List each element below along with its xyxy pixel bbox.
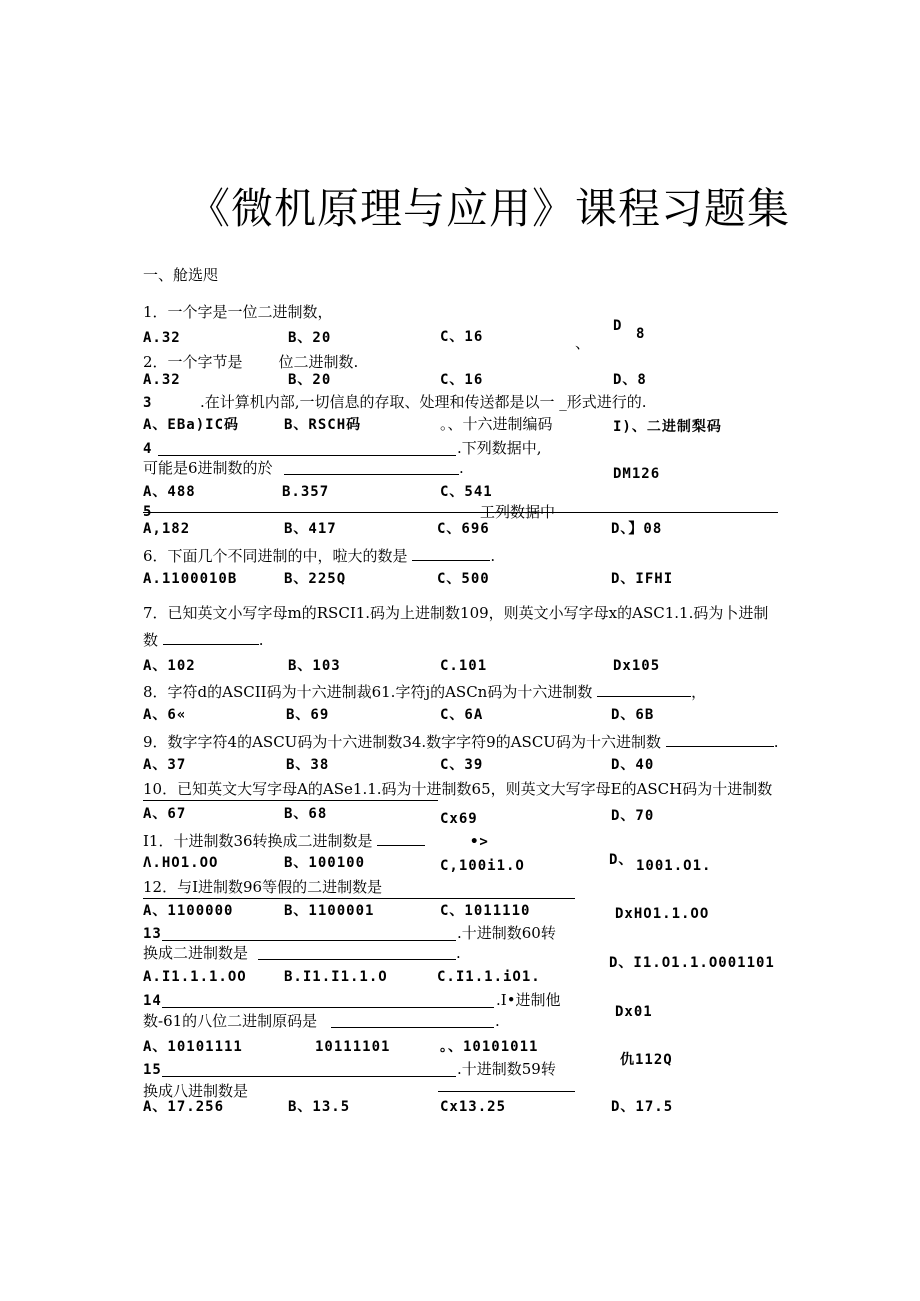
q14-option-a: A、10101111 [143,1039,243,1055]
q14-line-2: 数-61的八位二进制原码是 [143,1012,318,1030]
q1-option-a: A.32 [143,330,181,346]
q7-line-2 [143,630,264,648]
q15-option-a: A、17.256 [143,1099,225,1115]
q7-end: . [258,631,264,649]
q11-option-d-label: D、 [609,852,634,868]
q4-text-end: .下列数据中, [457,439,542,457]
q7-option-d: Dx105 [613,658,661,674]
q14-option-d: 仇112Q [620,1052,673,1068]
question-10: 10．已知英文大写字母A的ASe1.1.码为十进制数65，则英文大写字母E的ASCH码为十进制数 [143,780,773,798]
q11-mark: •> [470,834,489,850]
q6-option-c: C、500 [437,571,490,587]
q2-option-b: B、20 [288,372,332,388]
q1-option-c: C、16 [440,329,484,345]
q7-option-a: A、102 [143,658,196,674]
q6-option-b: B、225Q [284,571,347,587]
q9-end: . [773,733,779,751]
question-8 [143,682,706,700]
q8-option-d: D、6B [611,707,655,723]
q6-end: . [490,547,496,565]
q10-option-a: A、67 [143,806,187,822]
q13-option-b: B.I1.I1.1.O [284,969,388,985]
q4-line-2: 可能是6进制数的於 [143,459,273,477]
q5-cut-text: 工列数据中 [480,503,556,521]
q9-text: 9．数字字符4的ASCU码为十六进制数34.数字字符9的ASCU码为十六进制数 [143,733,661,751]
q15-option-c: Cx13.25 [440,1099,507,1115]
q10-option-d: D、70 [611,808,655,824]
q5-number: 5 [143,504,153,520]
q7-option-b: B、103 [288,658,341,674]
q10-rule [143,800,438,801]
q14-number: 14 [143,993,162,1009]
q9-option-b: B、38 [286,757,330,773]
q1-option-d-value: 8 [636,326,646,342]
q15-option-d: D、17.5 [611,1099,674,1115]
q8-option-a: A、6« [143,707,187,723]
q13-text-end: .十进制数60转 [457,924,556,942]
q8-option-b: B、69 [286,707,330,723]
q3-option-c: 。、十六进制编码 [440,415,553,433]
q1-option-d-mark: 、 [575,334,591,352]
q2-option-a: A.32 [143,372,181,388]
q4-blank-2 [284,474,459,475]
q11-blank [377,831,425,846]
q4-line-2-end: . [459,459,464,477]
question-7: 7．已知英文小写字母m的RSCI1.码为上进制数109，则英文小写字母x的ASC1.1.码为卜进制 [143,604,769,622]
q5-rule [143,512,778,513]
q12-rule [143,898,575,899]
q8-end: ， [691,683,707,701]
q5-option-a: A,182 [143,521,191,537]
q15-text-end: .十进制数59转 [457,1060,556,1078]
q4-option-b: B.357 [282,484,330,500]
question-6 [143,546,495,564]
q15-number: 15 [143,1062,162,1078]
q11-option-d-value: 1001.O1. [636,858,712,874]
q5-option-b: B、417 [284,521,337,537]
q3-option-a: A、EBa)IC码 [143,417,240,433]
q2-option-c: C、16 [440,372,484,388]
q9-blank [666,732,774,747]
q13-option-c: C.I1.1.iO1. [437,969,541,985]
q4-option-c: C、541 [440,484,493,500]
q14-option-b: 10111101 [315,1039,391,1055]
section-heading: 一、舱选咫 [143,266,219,284]
q11-option-a: Λ.HO1.OO [143,855,219,871]
q2-option-d: D、8 [613,372,647,388]
q13-blank-2 [258,959,456,960]
q7-option-c: C.101 [440,658,488,674]
document-title: 《微机原理与应用》课程习题集 [188,184,791,233]
q6-option-a: A.1100010B [143,571,238,587]
question-12: 12．与I进制数96等假的二进制数是 [143,878,383,896]
q3-option-d: I)、二进制梨码 [613,419,722,435]
q9-option-a: A、37 [143,757,187,773]
q14-end: . [495,1012,500,1030]
q11-option-c: C,100i1.O [440,858,525,874]
q11-text: I1．十进制数36转换成二进制数是 [143,832,373,850]
question-2 [143,355,358,370]
q1-option-b: B、20 [288,330,332,346]
q8-text: 8．字符d的ASCII码为十六进制裁61.字符j的ASCn码为十六进制数 [143,683,593,701]
q8-blank [597,682,691,697]
q4-number: 4 [143,441,153,457]
q15-rule [438,1091,575,1092]
question-1: 1．一个字是一位二进制数， [143,303,333,321]
q6-option-d: D、IFHI [611,571,674,587]
q14-blank-2 [331,1027,494,1028]
q8-option-c: C、6A [440,707,484,723]
q14-option-c: 。、10101011 [440,1039,539,1055]
q12-option-b: B、1100001 [284,903,375,919]
q10-option-b: B、68 [284,806,328,822]
q13-number: 13 [143,926,162,942]
q15-blank [162,1076,456,1077]
q12-option-a: A、1100000 [143,903,234,919]
q7-line-2-text: 数 [143,631,159,649]
q4-blank [158,455,456,456]
q11-option-b: B、100100 [284,855,366,871]
q12-option-d: DxHO1.1.OO [615,906,710,922]
q14-blank [162,1007,494,1008]
q14-option-d-top: Dx01 [615,1004,653,1020]
q4-option-d: DM126 [613,466,661,482]
q3-number: 3 [143,395,153,411]
question-9 [143,732,779,750]
q13-option-a: A.I1.1.1.OO [143,969,247,985]
q2-text-post: 位二进制数. [278,353,359,371]
q13-option-d: D、I1.O1.1.O001101 [609,955,775,971]
question-3: .在计算机内部,一切信息的存取、处理和传送都是以一 _形式进行的. [200,393,647,411]
q9-option-c: C、39 [440,757,484,773]
q6-text: 6．下面几个不同进制的中，啦大的数是 [143,547,408,565]
q2-text-pre: 2．一个字节是 [143,353,243,371]
q5-option-c: C、696 [437,521,490,537]
q15-cut-text: 换成八进制数是 [143,1082,249,1100]
q9-option-d: D、40 [611,757,655,773]
q1-option-d-label: D [613,318,623,334]
q12-option-c: C、1011110 [440,903,531,919]
q15-option-b: B、13.5 [288,1099,351,1115]
q13-line-2: 换成二进制数是 [143,944,249,962]
q13-blank [162,940,456,941]
question-11 [143,831,425,849]
q5-option-d: D、】08 [611,521,663,537]
q13-end: . [456,944,461,962]
q6-blank [412,546,490,561]
q14-text-end: .I•进制他 [496,991,561,1009]
q10-option-c: Cx69 [440,811,478,827]
q3-option-b: B、RSCH码 [284,417,362,433]
q4-option-a: A、488 [143,484,196,500]
q7-blank [163,630,259,645]
